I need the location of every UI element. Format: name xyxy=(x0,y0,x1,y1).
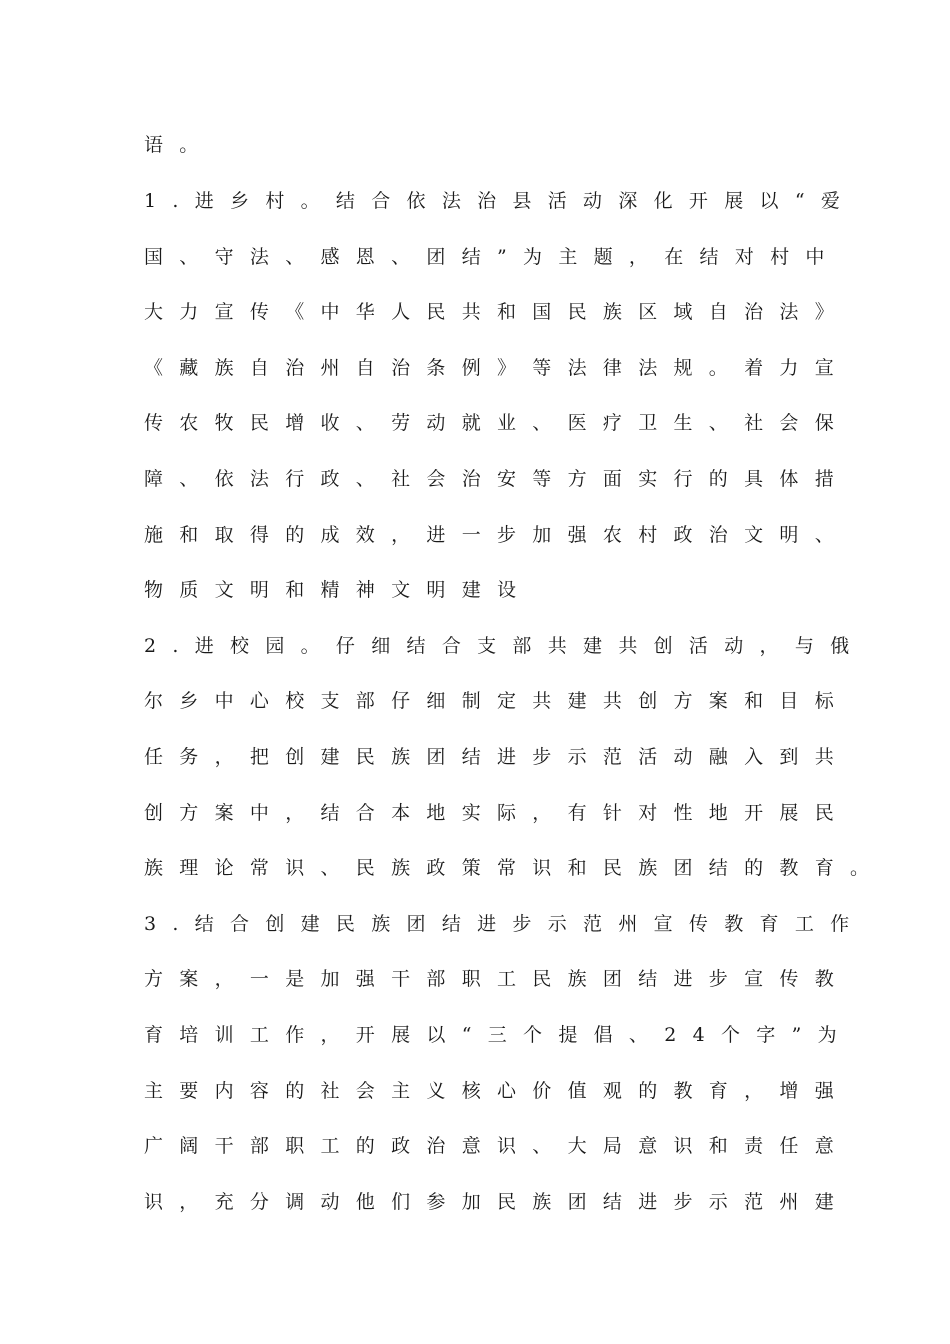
text-line: 族理论常识、民族政策常识和民族团结的教育。 xyxy=(144,857,886,879)
text-line: 1.进乡村。结合依法治县活动深化开展以“爱 xyxy=(144,190,857,212)
text-line: 2.进校园。仔细结合支部共建共创活动，与俄 xyxy=(144,635,866,657)
text-line: 语。 xyxy=(144,134,215,156)
text-line: 障、依法行政、社会治安等方面实行的具体措 xyxy=(144,468,851,490)
text-line: 物质文明和精神文明建设 xyxy=(144,579,533,601)
text-line: 创方案中，结合本地实际，有针对性地开展民 xyxy=(144,802,851,824)
text-line: 《藏族自治州自治条例》等法律法规。着力宣 xyxy=(144,357,851,379)
text-line: 传农牧民增收、劳动就业、医疗卫生、社会保 xyxy=(144,412,851,434)
text-line: 方案，一是加强干部职工民族团结进步宣传教 xyxy=(144,968,851,990)
text-line: 大力宣传《中华人民共和国民族区域自治法》 xyxy=(144,301,851,323)
text-line: 育培训工作，开展以“三个提倡、24个字”为 xyxy=(144,1024,853,1046)
text-line: 主要内容的社会主义核心价值观的教育，增强 xyxy=(144,1080,851,1102)
text-line: 施和取得的成效，进一步加强农村政治文明、 xyxy=(144,524,851,546)
text-line: 尔乡中心校支部仔细制定共建共创方案和目标 xyxy=(144,690,851,712)
text-line: 国、守法、感恩、团结”为主题，在结对村中 xyxy=(144,246,841,268)
text-line: 广阔干部职工的政治意识、大局意识和责任意 xyxy=(144,1135,851,1157)
text-line: 3.结合创建民族团结进步示范州宣传教育工作 xyxy=(144,913,866,935)
text-line: 识，充分调动他们参加民族团结进步示范州建 xyxy=(144,1191,851,1213)
text-line: 任务，把创建民族团结进步示范活动融入到共 xyxy=(144,746,851,768)
